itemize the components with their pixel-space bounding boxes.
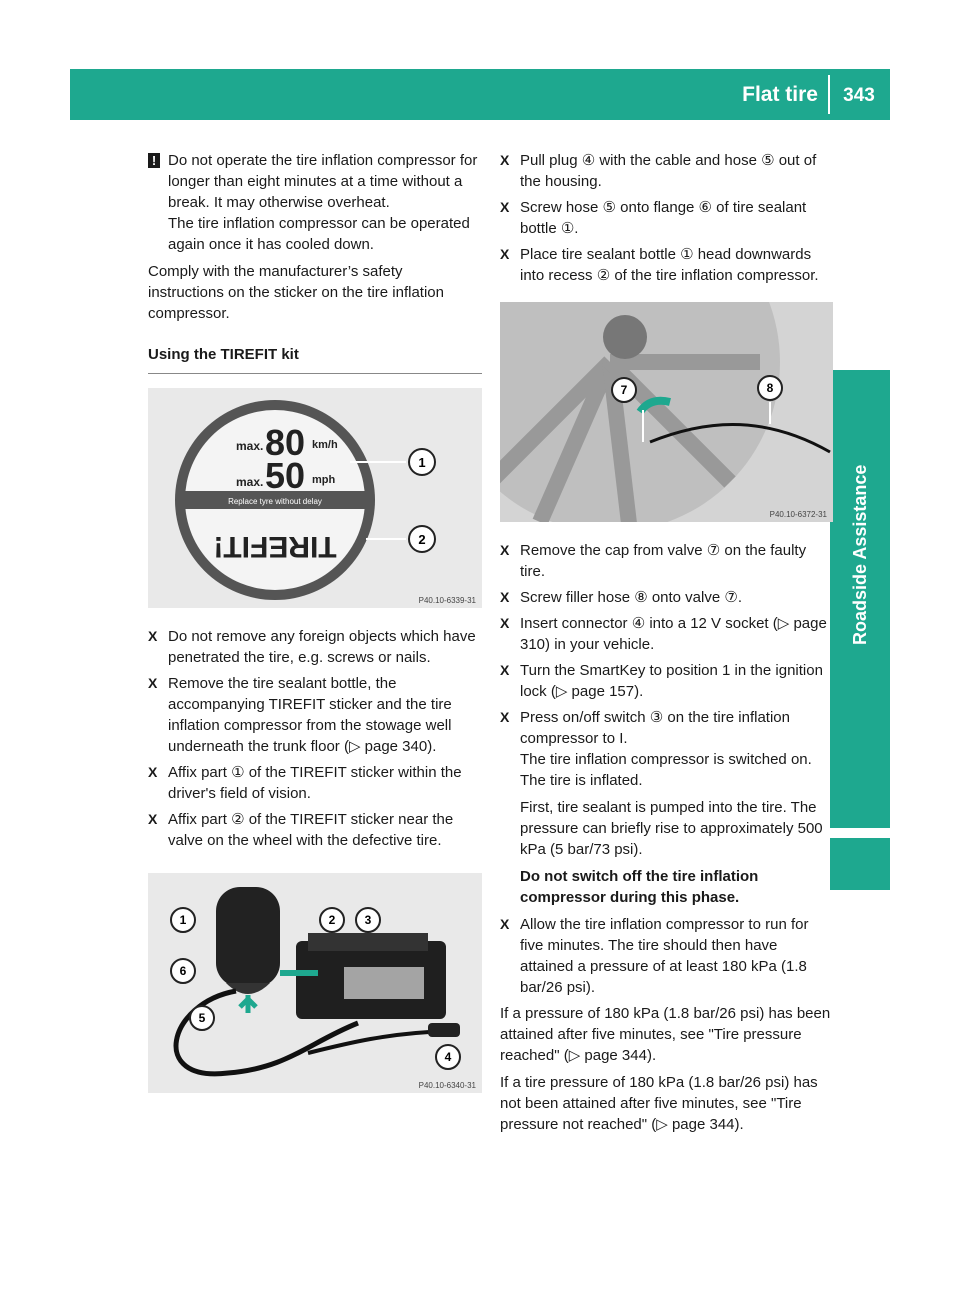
svg-text:2: 2 [418,532,426,547]
step-arrow-icon: X [500,246,510,262]
step-arrow-icon: X [500,199,510,215]
page-number: 343 [843,85,875,106]
svg-text:7: 7 [620,383,628,397]
warning-text-2: The tire inflation compressor can be operated again once it has cooled down. [168,215,470,253]
page-title: Flat tire [742,83,818,106]
pressure-reached-text: If a pressure of 180 kPa (1.8 bar/26 psi) has been attained after five minutes, see "Tire pressure reached" (▷ page 344). [500,1005,831,1064]
tirefit-kit-figure [148,873,482,1093]
step-item: X Screw hose ⑤ onto flange ⑥ of tire sealant bottle ①. [500,199,807,237]
step-arrow-icon: X [500,709,510,725]
svg-text:2: 2 [328,913,336,927]
step-arrow-icon: X [148,628,158,644]
max-label-2: max. [236,475,264,489]
step-item: X Screw filler hose ⑧ onto valve ⑦. [500,589,742,606]
svg-text:1: 1 [418,455,426,470]
unit-kmh: km/h [312,439,338,451]
hub [603,315,647,359]
comply-text: Comply with the manufacturer’s safety instructions on the sticker on the tire inflation compressor. [148,263,444,322]
speed-kmh: 80 [265,422,306,463]
warning-text: Do not operate the tire inflation compressor for longer than eight minutes at a time without a break. It may otherwise overheat. [168,152,478,211]
step-arrow-icon: X [500,542,510,558]
step-item: X Allow the tire inflation compressor to run for five minutes. The tire should then have attained a pressure of at least 180 kPa (1.8 bar/26 psi). [500,916,809,996]
step-arrow-icon: X [148,764,158,780]
step-item: X Do not remove any foreign objects which have penetrated the tire, e.g. screws or nails. [148,628,476,666]
step-item: X Insert connector ④ into a 12 V socket (▷ page 310) in your vehicle. [500,615,827,653]
step-arrow-icon: X [500,916,510,932]
sealant-bottle [216,887,280,987]
max-label-1: max. [236,439,264,453]
figure-code: P40.10-6340-31 [418,1081,476,1090]
step-item: X Remove the tire sealant bottle, the accompanying TIREFIT sticker and the tire inflation compressor from the stowage well underneath the trunk floor (▷ page 340). [148,675,452,755]
header-divider [828,75,830,114]
figure-code: P40.10-6372-31 [769,510,827,519]
warning-icon: ! [148,153,160,168]
right-column [500,150,833,1141]
warning-note [148,150,482,213]
bold-warning: Do not switch off the tire inflation compressor during this phase. [520,868,759,906]
unit-mph: mph [312,474,336,486]
step-arrow-icon: X [500,662,510,678]
section-heading: Using the TIREFIT kit [148,344,482,374]
step-arrow-icon: X [500,589,510,605]
step-arrow-icon: X [500,615,510,631]
step-item: X Pull plug ④ with the cable and hose ⑤ out of the housing. [500,152,817,190]
step-item: X Press on/off switch ③ on the tire inflation compressor to I. [500,709,790,747]
step-item: X Remove the cap from valve ⑦ on the faulty tire. [500,542,807,580]
svg-text:8: 8 [766,381,774,395]
header-bar [70,69,890,120]
step-item: X Affix part ② of the TIREFIT sticker near the valve on the wheel with the defective tire. [148,811,454,849]
tirefit-brand: TIREFIT! [213,530,337,563]
left-column [148,150,482,1111]
svg-text:1: 1 [179,913,187,927]
replace-tyre-text: Replace tyre without delay [228,497,322,506]
valve-figure [500,302,833,522]
inflated-text: The tire inflation compressor is switched on. The tire is inflated. [520,751,812,789]
step-arrow-icon: X [148,675,158,691]
figure-code: P40.10-6339-31 [418,596,476,605]
step-arrow-icon: X [148,811,158,827]
sticker-illustration [148,388,482,608]
svg-text:3: 3 [364,913,372,927]
svg-text:6: 6 [179,964,187,978]
side-tab-marker [830,838,890,890]
step-item: X Affix part ① of the TIREFIT sticker within the driver's field of vision. [148,764,462,802]
valve-illustration [500,302,833,522]
kit-illustration [148,873,482,1093]
step-arrow-icon: X [500,152,510,168]
side-tab-label: Roadside Assistance [850,464,870,645]
svg-text:4: 4 [444,1050,452,1064]
speed-mph: 50 [265,455,306,496]
svg-text:5: 5 [198,1011,206,1025]
plug [428,1023,460,1037]
step-item: X Turn the SmartKey to position 1 in the ignition lock (▷ page 157). [500,662,823,700]
tirefit-sticker-figure [148,388,482,608]
sealant-text: First, tire sealant is pumped into the tire. The pressure can briefly rise to approximately 500 kPa (5 bar/73 psi). [520,799,823,858]
pressure-not-reached-text: If a tire pressure of 180 kPa (1.8 bar/26 psi) has not been attained after five minutes, see "Tire pressure not reached" (▷ page 344). [500,1074,818,1133]
step-item: X Place tire sealant bottle ① head downwards into recess ② of the tire inflation compressor. [500,246,819,284]
